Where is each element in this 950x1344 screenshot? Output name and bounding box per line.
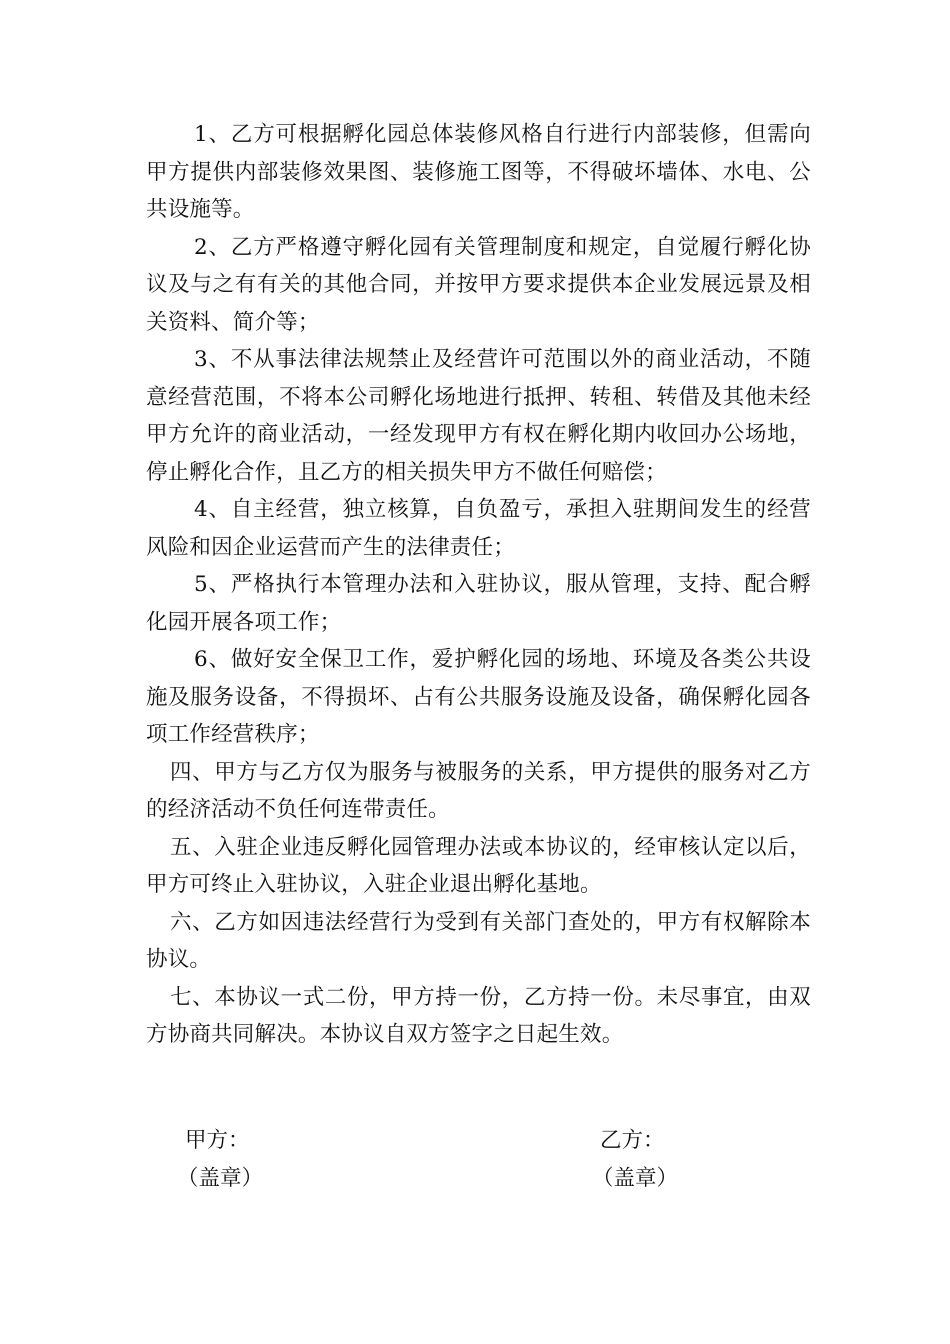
clause-seven: 七、本协议一式二份，甲方持一份，乙方持一份。未尽事宜，由双方协商共同解决。本协议自双方签字之日起生效。 — [146, 984, 811, 1047]
clause-six: 六、乙方如因违法经营行为受到有关部门查处的，甲方有权解除本协议。 — [146, 909, 811, 972]
party-b-seal: （盖章） — [592, 1165, 679, 1191]
clause-item-4: 4、自主经营，独立核算，自负盈亏，承担入驻期间发生的经营风险和因企业运营而产生的法律责任； — [146, 497, 811, 560]
clause-item-2: 2、乙方严格遵守孵化园有关管理制度和规定，自觉履行孵化协议及与之有有关的其他合同，并按甲方要求提供本企业发展远景及相关资料、简介等； — [146, 234, 811, 335]
party-b-signature — [592, 1122, 678, 1197]
clause-item-3: 3、不从事法律法规禁止及经营许可范围以外的商业活动，不随意经营范围，不将本公司孵化场地进行抵押、转租、转借及其他未经甲方允许的商业活动，一经发现甲方有权在孵化期内收回办公场地，停止孵化合作，且乙方的相关损失甲方不做任何赔偿； — [146, 347, 811, 485]
clause-five: 五、入驻企业违反孵化园管理办法或本协议的，经审核认定以后，甲方可终止入驻协议，入驻企业退出孵化基地。 — [146, 834, 811, 897]
party-b-label: 乙方： — [600, 1128, 665, 1153]
clause-item-5: 5、严格执行本管理办法和入驻协议，服从管理，支持、配合孵化园开展各项工作； — [146, 572, 811, 635]
party-a-seal: （盖章） — [177, 1165, 264, 1191]
clause-four: 四、甲方与乙方仅为服务与被服务的关系，甲方提供的服务对乙方的经济活动不负任何连带责任。 — [146, 759, 811, 822]
clause-item-6: 6、做好安全保卫工作，爱护孵化园的场地、环境及各类公共设施及服务设备，不得损坏、占有公共服务设施及设备，确保孵化园各项工作经营秩序； — [146, 647, 811, 747]
agreement-body — [146, 116, 811, 1054]
party-a-signature — [177, 1122, 263, 1197]
party-a-label: 甲方： — [185, 1128, 250, 1153]
clause-item-1: 1、乙方可根据孵化园总体装修风格自行进行内部装修，但需向甲方提供内部装修效果图、装修施工图等，不得破坏墙体、水电、公共设施等。 — [146, 122, 811, 222]
